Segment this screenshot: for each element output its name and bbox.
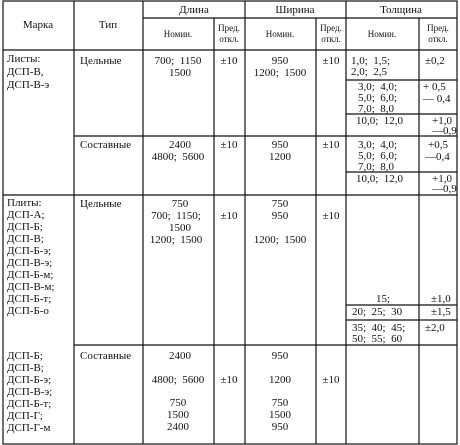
shirina-pred: ±10: [322, 55, 340, 67]
dlina-value: 1500: [169, 67, 191, 79]
tolshchina-pred: —0,9: [432, 125, 457, 137]
marka-plates: ДСП-Б-э;: [7, 245, 52, 257]
tolshchina-pred: — 0,4: [423, 93, 451, 105]
dlina-pred: ±10: [220, 55, 238, 67]
dlina-value: 2400: [167, 421, 189, 433]
marka-plates: ДСП-В;: [7, 362, 44, 374]
tolshchina-value: 3,0; 4,0;: [358, 139, 398, 151]
header-dlina-pred: откл.: [219, 34, 239, 44]
marka-plates: ДСП-Г;: [7, 410, 43, 422]
marka-plates: ДСП-Г-м: [7, 422, 51, 434]
shirina-value: 950: [271, 210, 289, 222]
tolshchina-pred: —0,9: [432, 183, 457, 195]
header-shirina-pred: откл.: [321, 34, 341, 44]
tolshchina-value: 5,0; 6,0;: [358, 92, 398, 104]
tolshchina-value: 7,0; 8,0: [358, 103, 395, 115]
marka-plates: ДСП-Б;: [7, 350, 43, 362]
tolshchina-value: 15;: [376, 293, 391, 305]
shirina-value: 1200; 1500: [253, 67, 307, 79]
tip-cell: Цельные: [80, 198, 122, 210]
tolshchina-value: 10,0; 12,0: [356, 115, 404, 127]
dlina-pred: ±10: [220, 210, 238, 222]
tolshchina-pred: +1,0: [432, 115, 452, 127]
header-tolshchina: Толщина: [380, 4, 422, 16]
shirina-pred: ±10: [322, 210, 340, 222]
dlina-value: 1500: [167, 409, 189, 421]
tolshchina-pred: ±0,2: [425, 55, 445, 67]
dlina-value: 750: [171, 198, 189, 210]
header-dlina-pred: Пред.: [218, 23, 240, 33]
marka-plates: ДСП-В-э;: [7, 257, 53, 269]
tolshchina-pred: +1,0: [432, 173, 452, 185]
header-shirina: Ширина: [275, 4, 315, 16]
shirina-value: 1200; 1500: [253, 234, 307, 246]
tolshchina-value: 7,0; 8,0: [358, 161, 395, 173]
tolshchina-value: 20; 25; 30: [352, 306, 403, 318]
shirina-value: 950: [271, 350, 289, 362]
tolshchina-pred: +0,5: [428, 139, 448, 151]
dlina-value: 4800; 5600: [151, 374, 205, 386]
tolshchina-pred: ±2,0: [425, 322, 445, 334]
dlina-pred: ±10: [220, 374, 238, 386]
dlina-value: 1500: [169, 222, 191, 234]
shirina-pred: ±10: [322, 374, 340, 386]
dlina-value: 700; 1150;: [151, 210, 201, 222]
header-dlina: Длина: [179, 4, 209, 16]
marka-plates: ДСП-Б-м;: [7, 269, 54, 281]
marka-plates: ДСП-Б-э;: [7, 374, 52, 386]
dlina-value: 2400: [169, 139, 191, 151]
shirina-pred: ±10: [322, 139, 340, 151]
tolshchina-value: 35; 40; 45;: [352, 322, 406, 334]
dlina-value: 1200; 1500: [149, 234, 203, 246]
shirina-value: 950: [271, 421, 289, 433]
marka-sheets: ДСП-В-э: [7, 79, 50, 91]
dlina-value: 4800; 5600: [151, 151, 205, 163]
tolshchina-pred: ±1,0: [431, 293, 451, 305]
header-tip: Тип: [98, 19, 118, 31]
tip-cell: Цельные: [80, 55, 122, 67]
marka-plates: ДСП-Б-о: [7, 305, 49, 317]
tolshchina-value: 2,0; 2,5: [351, 66, 388, 78]
tolshchina-value: 5,0; 6,0;: [358, 150, 398, 162]
tip-cell: Составные: [80, 350, 132, 362]
dlina-value: 750: [169, 397, 187, 409]
shirina-value: 1500: [269, 409, 291, 421]
tolshchina-value: 3,0; 4,0;: [358, 81, 398, 93]
header-tolshchina-nomin: Номин.: [367, 29, 397, 39]
marka-plates: ДСП-Б-т;: [7, 293, 52, 305]
marka-plates: ДСП-В-м;: [7, 281, 55, 293]
header-dlina-nomin: Номин.: [163, 29, 193, 39]
tip-cell: Составные: [80, 139, 132, 151]
marka-plates: Плиты:: [7, 197, 42, 209]
header-tolshchina-pred: Пред.: [427, 23, 449, 33]
dlina-value: 700; 1150: [154, 55, 202, 67]
shirina-value: 750: [271, 198, 289, 210]
marka-plates: ДСП-Б;: [7, 221, 43, 233]
dlina-pred: ±10: [220, 139, 238, 151]
shirina-value: 950: [271, 55, 289, 67]
marka-sheets: ДСП-В,: [7, 66, 44, 78]
tolshchina-value: 50; 55; 60: [352, 333, 403, 345]
shirina-value: 1200: [269, 374, 291, 386]
marka-plates: ДСП-А;: [7, 209, 45, 221]
tolshchina-pred: ±1,5: [431, 306, 451, 318]
dlina-value: 2400: [169, 350, 191, 362]
shirina-value: 950: [271, 139, 289, 151]
header-tolshchina-pred: откл.: [428, 34, 448, 44]
header-shirina-nomin: Номин.: [265, 29, 295, 39]
tolshchina-pred: —0,4: [425, 151, 450, 163]
marka-sheets: Листы:: [7, 53, 41, 65]
tolshchina-value: 1,0; 1,5;: [351, 55, 391, 67]
header-marka: Марка: [22, 19, 54, 31]
tolshchina-pred: + 0,5: [423, 81, 446, 93]
marka-plates: ДСП-В-э;: [7, 386, 53, 398]
marka-plates: ДСП-В;: [7, 233, 44, 245]
shirina-value: 750: [271, 397, 289, 409]
header-shirina-pred: Пред.: [320, 23, 342, 33]
tolshchina-value: 10,0; 12,0: [356, 173, 404, 185]
shirina-value: 1200: [269, 151, 291, 163]
marka-plates: ДСП-Б-т;: [7, 398, 52, 410]
